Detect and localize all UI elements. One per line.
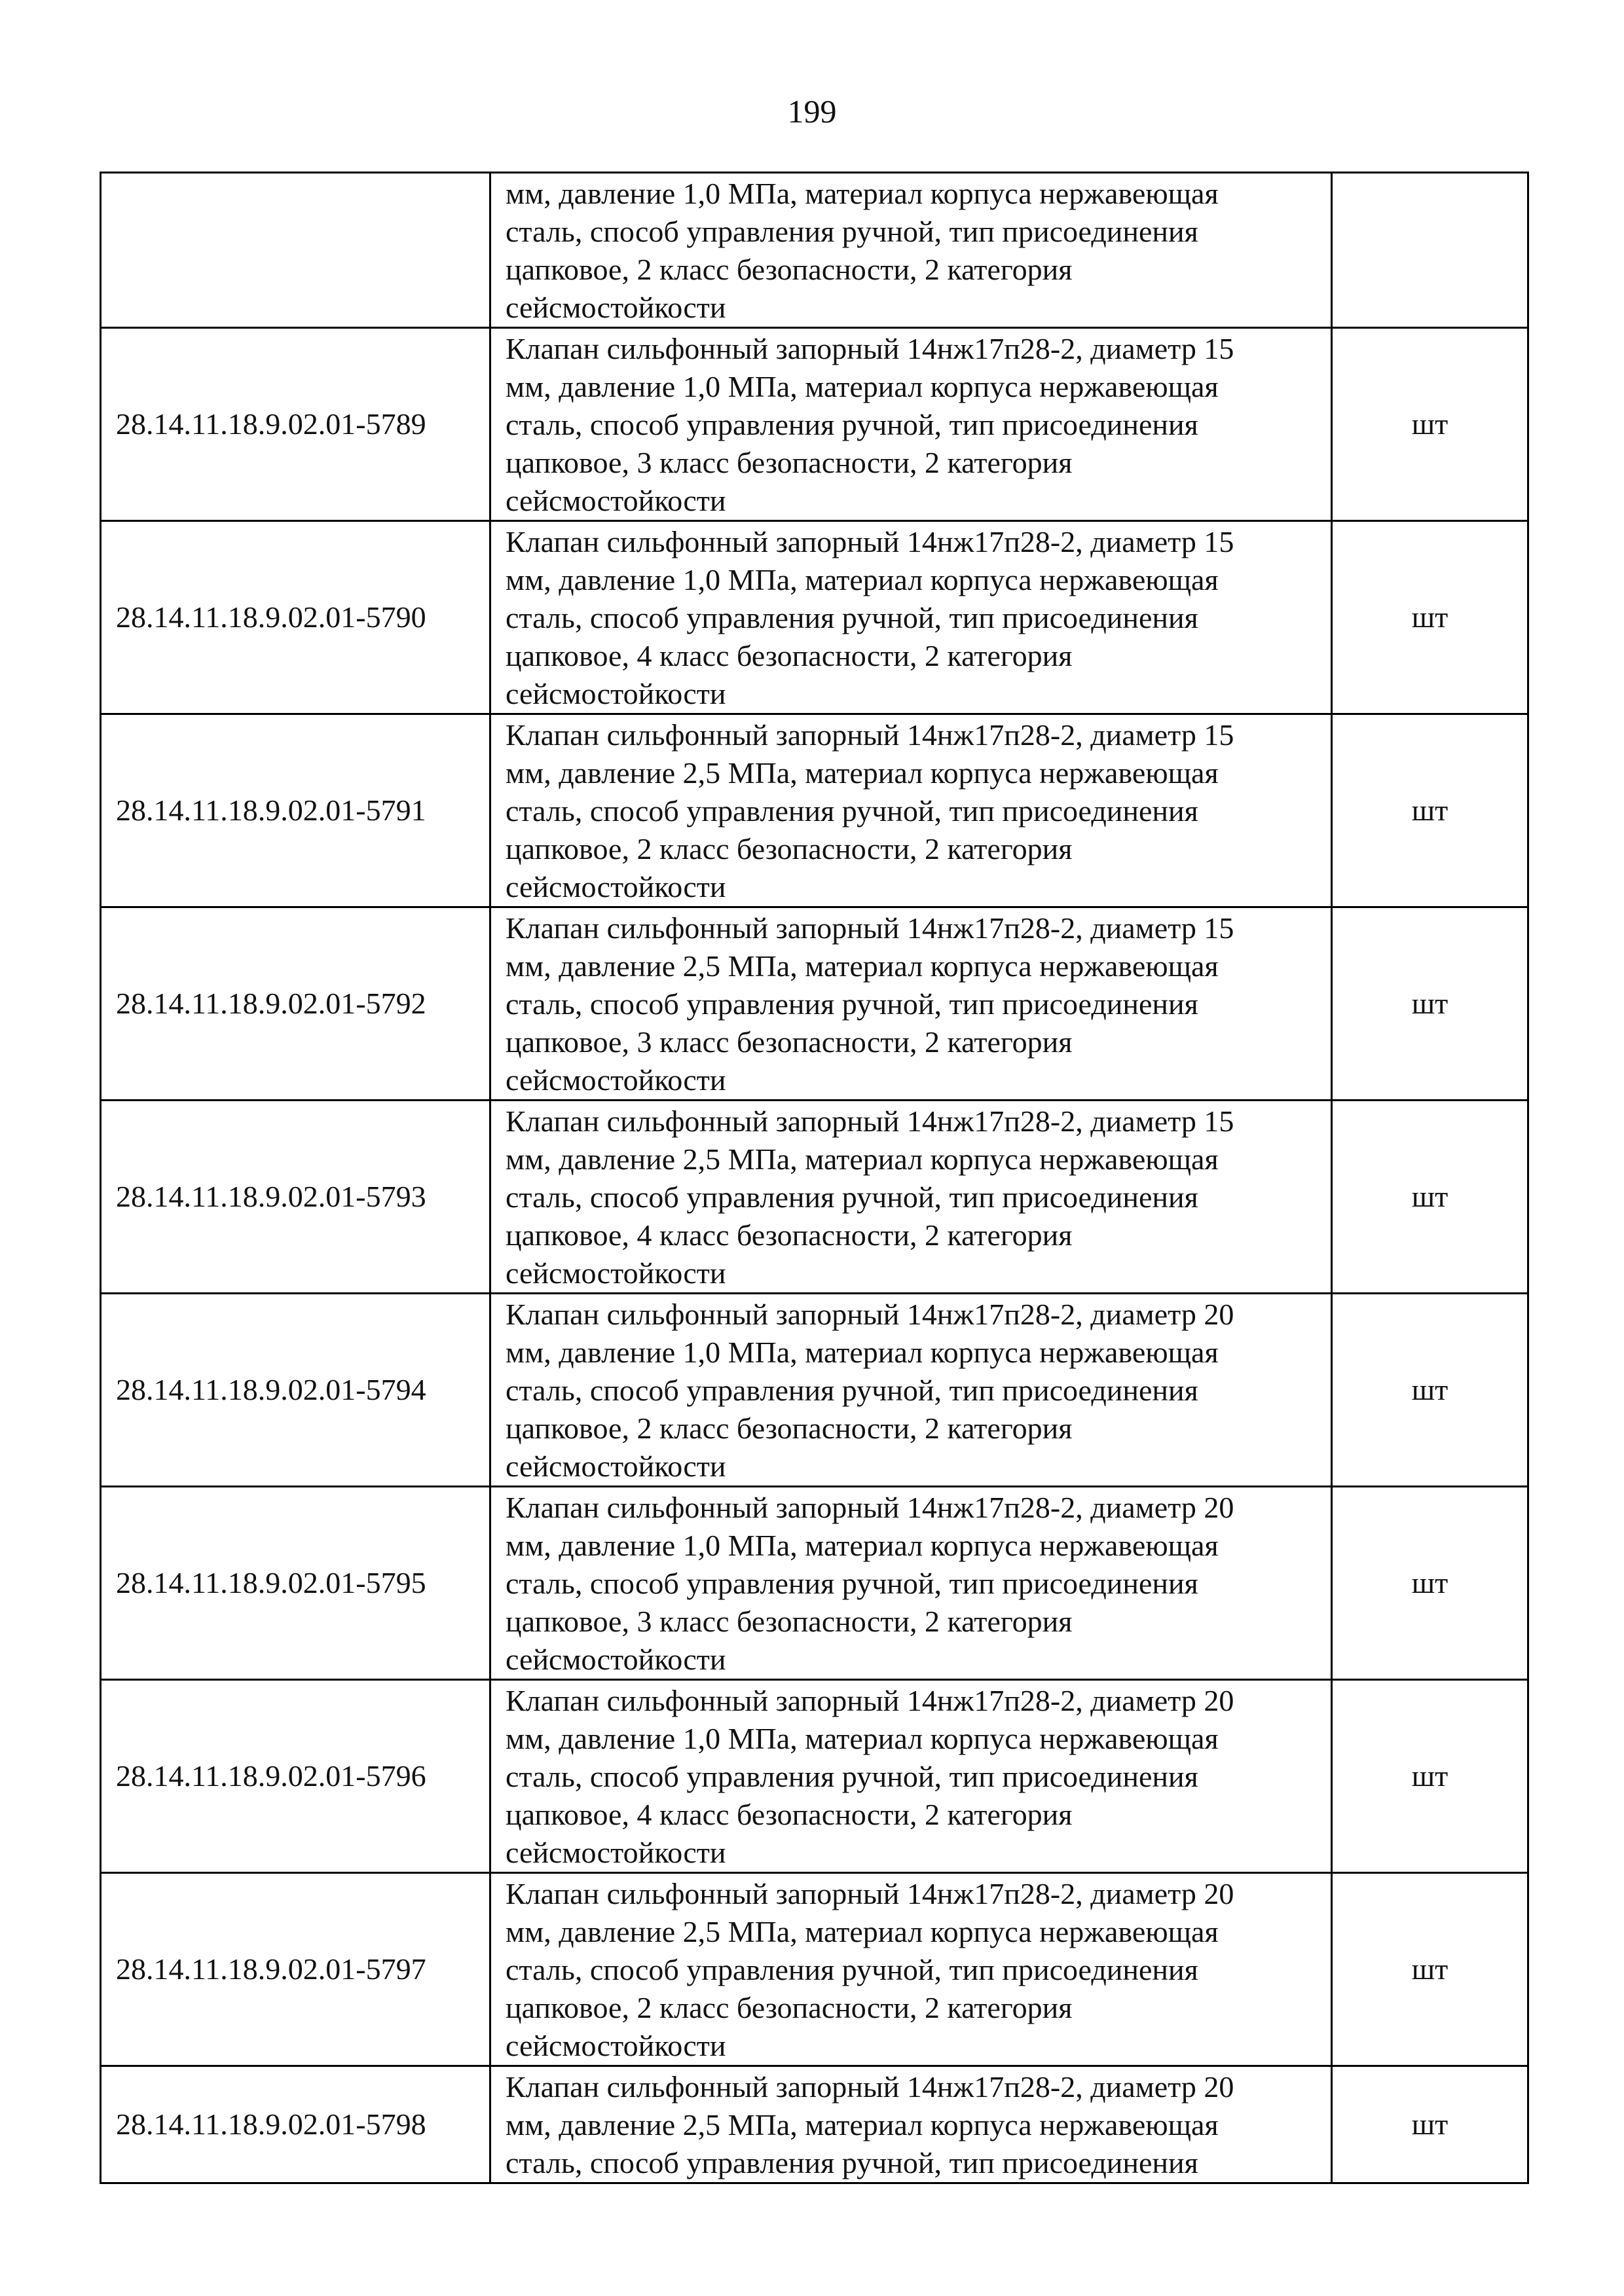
item-unit: шт — [1332, 2066, 1528, 2183]
item-code: 28.14.11.18.9.02.01-5793 — [101, 1101, 490, 1294]
table-row — [101, 1487, 1528, 1680]
table-row — [101, 328, 1528, 521]
item-code: 28.14.11.18.9.02.01-5794 — [101, 1294, 490, 1487]
item-code: 28.14.11.18.9.02.01-5792 — [101, 907, 490, 1101]
item-unit: шт — [1332, 1294, 1528, 1487]
table-row — [101, 1294, 1528, 1487]
items-table — [100, 172, 1529, 2184]
item-description: Клапан сильфонный запорный 14нж17п28-2, диаметр 15 мм, давление 2,5 МПа, материал корпуса нержавеющая сталь, способ управления ручной, тип присоединения цапковое, 4 класс безопасности, 2 категория сейсмостойкости — [490, 1101, 1332, 1294]
item-unit: шт — [1332, 1101, 1528, 1294]
item-description: Клапан сильфонный запорный 14нж17п28-2, диаметр 20 мм, давление 2,5 МПа, материал корпуса нержавеющая сталь, способ управления ручной, тип присоединения — [490, 2066, 1332, 2183]
item-unit: шт — [1332, 1487, 1528, 1680]
item-description: мм, давление 1,0 МПа, материал корпуса нержавеющая сталь, способ управления ручной, тип присоединения цапковое, 2 класс безопасности, 2 категория сейсмостойкости — [490, 173, 1332, 328]
table-row — [101, 521, 1528, 714]
table-row — [101, 714, 1528, 907]
table-row — [101, 1101, 1528, 1294]
item-code: 28.14.11.18.9.02.01-5795 — [101, 1487, 490, 1680]
item-code: 28.14.11.18.9.02.01-5796 — [101, 1680, 490, 1873]
item-unit: шт — [1332, 328, 1528, 521]
item-unit: шт — [1332, 521, 1528, 714]
item-unit: шт — [1332, 1680, 1528, 1873]
item-description: Клапан сильфонный запорный 14нж17п28-2, диаметр 20 мм, давление 2,5 МПа, материал корпуса нержавеющая сталь, способ управления ручной, тип присоединения цапковое, 2 класс безопасности, 2 категория сейсмостойкости — [490, 1873, 1332, 2066]
item-description: Клапан сильфонный запорный 14нж17п28-2, диаметр 20 мм, давление 1,0 МПа, материал корпуса нержавеющая сталь, способ управления ручной, тип присоединения цапковое, 2 класс безопасности, 2 категория сейсмостойкости — [490, 1294, 1332, 1487]
table-row — [101, 173, 1528, 328]
table-row — [101, 2066, 1528, 2183]
table-row — [101, 907, 1528, 1101]
item-unit: шт — [1332, 714, 1528, 907]
item-unit: шт — [1332, 907, 1528, 1101]
item-code: 28.14.11.18.9.02.01-5798 — [101, 2066, 490, 2183]
table-row — [101, 1680, 1528, 1873]
item-code: 28.14.11.18.9.02.01-5791 — [101, 714, 490, 907]
item-unit: шт — [1332, 1873, 1528, 2066]
item-code: 28.14.11.18.9.02.01-5797 — [101, 1873, 490, 2066]
item-description: Клапан сильфонный запорный 14нж17п28-2, диаметр 20 мм, давление 1,0 МПа, материал корпуса нержавеющая сталь, способ управления ручной, тип присоединения цапковое, 4 класс безопасности, 2 категория сейсмостойкости — [490, 1680, 1332, 1873]
item-code: 28.14.11.18.9.02.01-5789 — [101, 328, 490, 521]
item-description: Клапан сильфонный запорный 14нж17п28-2, диаметр 15 мм, давление 1,0 МПа, материал корпуса нержавеющая сталь, способ управления ручной, тип присоединения цапковое, 3 класс безопасности, 2 категория сейсмостойкости — [490, 328, 1332, 521]
item-description: Клапан сильфонный запорный 14нж17п28-2, диаметр 15 мм, давление 2,5 МПа, материал корпуса нержавеющая сталь, способ управления ручной, тип присоединения цапковое, 3 класс безопасности, 2 категория сейсмостойкости — [490, 907, 1332, 1101]
item-code — [101, 173, 490, 328]
table-row — [101, 1873, 1528, 2066]
item-description: Клапан сильфонный запорный 14нж17п28-2, диаметр 15 мм, давление 2,5 МПа, материал корпуса нержавеющая сталь, способ управления ручной, тип присоединения цапковое, 2 класс безопасности, 2 категория сейсмостойкости — [490, 714, 1332, 907]
item-code: 28.14.11.18.9.02.01-5790 — [101, 521, 490, 714]
item-description: Клапан сильфонный запорный 14нж17п28-2, диаметр 15 мм, давление 1,0 МПа, материал корпуса нержавеющая сталь, способ управления ручной, тип присоединения цапковое, 4 класс безопасности, 2 категория сейсмостойкости — [490, 521, 1332, 714]
page-number: 199 — [787, 93, 837, 130]
item-unit — [1332, 173, 1528, 328]
item-description: Клапан сильфонный запорный 14нж17п28-2, диаметр 20 мм, давление 1,0 МПа, материал корпуса нержавеющая сталь, способ управления ручной, тип присоединения цапковое, 3 класс безопасности, 2 категория сейсмостойкости — [490, 1487, 1332, 1680]
